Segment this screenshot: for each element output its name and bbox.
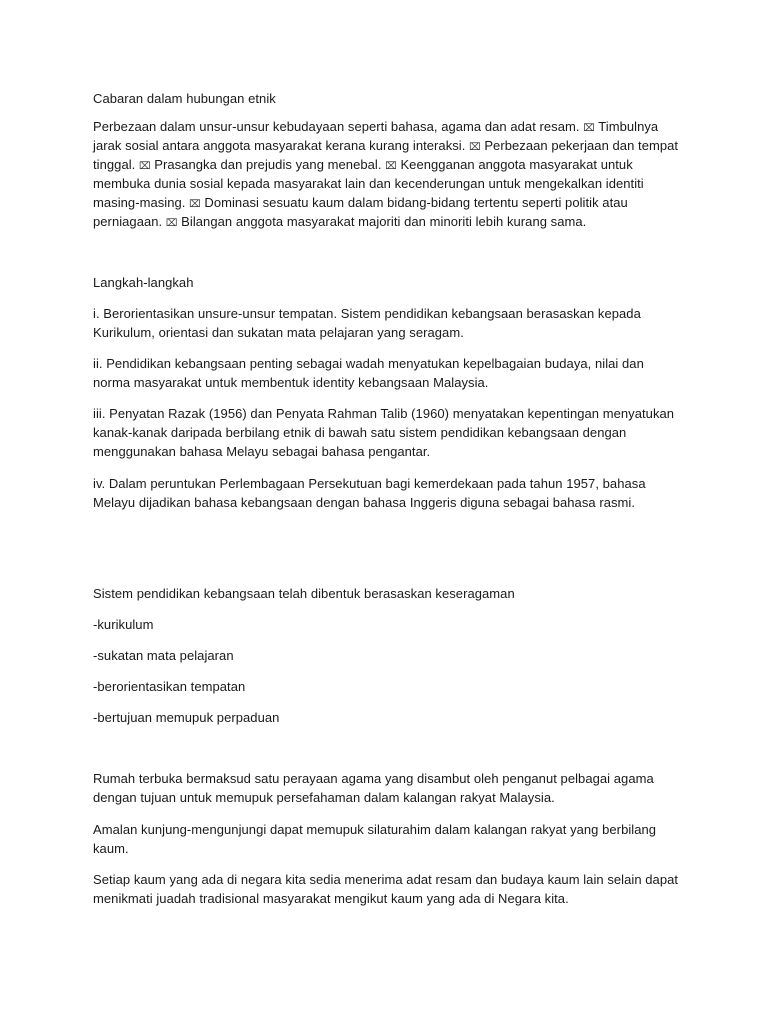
sistem-list-item-4: -bertujuan memupuk perpaduan [93,710,280,725]
langkah-item-4: iv. Dalam peruntukan Perlembagaan Persekutuan bagi kemerdekaan pada tahun 1957, bahasa Melayu dijadikan bahasa kebangsaan dengan bahasa Inggeris diguna sebagai bahasa rasmi. [93,476,646,510]
section-heading-langkah: Langkah-langkah [93,275,194,290]
setiap-kaum-paragraph: Setiap kaum yang ada di negara kita sedia menerima adat resam dan budaya kaum lain selain dapat menikmati juadah tradisional masyarakat mengikut kaum yang ada di Negara kita. [93,872,679,906]
missing-glyph-icon: ⌧ [385,161,397,172]
missing-glyph-icon: ⌧ [139,161,151,172]
sistem-list-item-2: -sukatan mata pelajaran [93,648,234,663]
cabaran-point-5: Keengganan anggota masyarakat untuk membuka dunia sosial kepada masyarakat lain dan kecenderungan untuk mengekalkan identiti masing-masing. [93,157,644,210]
cabaran-point-2: Timbulnya jarak sosial antara anggota masyarakat kerana kurang interaksi. [93,119,659,153]
rumah-terbuka-paragraph: Rumah terbuka bermaksud satu perayaan agama yang disambut oleh penganut pelbagai agama dengan tujuan untuk memupuk persefahaman dalam kalangan rakyat Malaysia. [93,771,654,805]
cabaran-paragraph [93,117,683,231]
missing-glyph-icon: ⌧ [189,199,201,210]
cabaran-point-3: Perbezaan pekerjaan dan tempat tinggal. [93,138,679,172]
missing-glyph-icon: ⌧ [583,123,595,134]
sistem-list-item-3: -berorientasikan tempatan [93,679,246,694]
kunjung-paragraph: Amalan kunjung-mengunjungi dapat memupuk silaturahim dalam kalangan rakyat yang berbilang kaum. [93,822,657,856]
cabaran-point-6: Dominasi sesuatu kaum dalam bidang-bidang tertentu seperti politik atau perniagaan. [93,195,628,229]
missing-glyph-icon: ⌧ [469,142,481,153]
cabaran-point-4: Prasangka dan prejudis yang menebal. [154,157,382,172]
section-heading-cabaran: Cabaran dalam hubungan etnik [93,91,276,106]
cabaran-point-1: Perbezaan dalam unsur-unsur kebudayaan seperti bahasa, agama dan adat resam. [93,119,580,134]
langkah-item-1: i. Berorientasikan unsure-unsur tempatan. Sistem pendidikan kebangsaan berasaskan kepada Kurikulum, orientasi dan sukatan mata pelajaran yang seragam. [93,306,641,340]
langkah-item-3: iii. Penyatan Razak (1956) dan Penyata Rahman Talib (1960) menyatakan kepentingan menyatukan kanak-kanak daripada berbilang etnik di bawah satu sistem pendidikan kebangsaan dengan menggunakan bahasa Melayu sebagai bahasa pengantar. [93,406,675,459]
missing-glyph-icon: ⌧ [165,218,178,229]
cabaran-point-7: Bilangan anggota masyarakat majoriti dan minoriti lebih kurang sama. [181,214,587,229]
sistem-list-item-1: -kurikulum [93,617,154,632]
sistem-intro: Sistem pendidikan kebangsaan telah dibentuk berasaskan keseragaman [93,586,515,601]
langkah-item-2: ii. Pendidikan kebangsaan penting sebagai wadah menyatukan kepelbagaian budaya, nilai dan norma masyarakat untuk membentuk identity kebangsaan Malaysia. [93,356,644,390]
